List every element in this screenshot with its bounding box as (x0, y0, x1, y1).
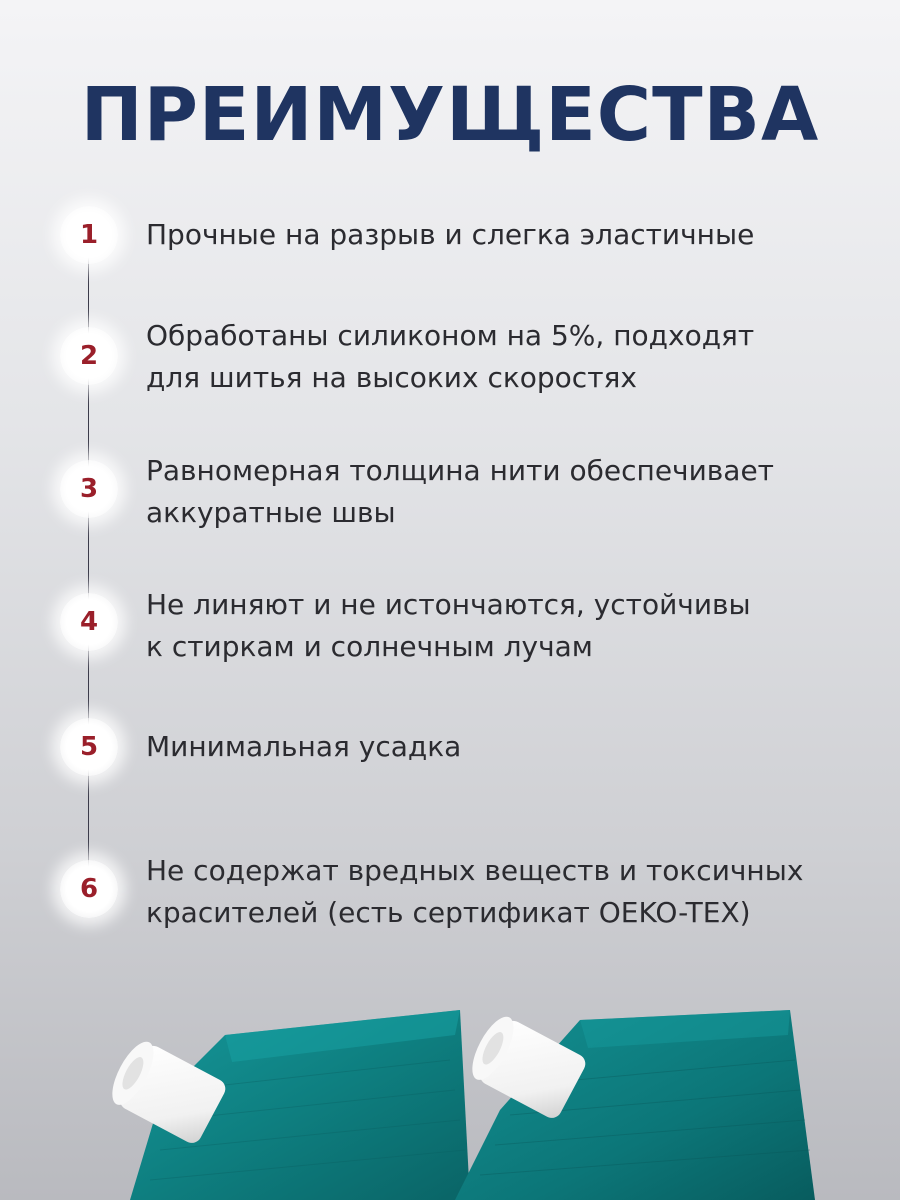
advantage-text-line: Равномерная толщина нити обеспечивает (146, 454, 774, 487)
left-spool (104, 1010, 470, 1200)
advantage-text-line: красителей (есть сертификат OEKO-TEX) (146, 896, 751, 929)
advantage-text (146, 214, 866, 256)
number-badge: 4 (60, 593, 118, 651)
advantage-text (146, 450, 866, 534)
right-spool (455, 1010, 815, 1200)
advantage-text (146, 584, 866, 668)
advantage-text-line: Прочные на разрыв и слегка эластичные (146, 218, 755, 251)
number-badge: 6 (60, 860, 118, 918)
page-title: ПРЕИМУЩЕСТВА (80, 72, 820, 158)
advantage-text-line: аккуратные швы (146, 496, 396, 529)
advantage-text-line: Обработаны силиконом на 5%, подходят (146, 319, 755, 352)
advantage-text-line: Не содержат вредных веществ и токсичных (146, 854, 804, 887)
thread-spools-image (0, 990, 900, 1200)
advantage-text-line: к стиркам и солнечным лучам (146, 630, 593, 663)
advantage-text (146, 315, 866, 399)
advantage-text-line: Минимальная усадка (146, 730, 462, 763)
advantage-text (146, 726, 866, 768)
number-badge: 1 (60, 206, 118, 264)
advantage-text-line: Не линяют и не истончаются, устойчивы (146, 588, 751, 621)
number-badge: 3 (60, 460, 118, 518)
advantage-text-line: для шитья на высоких скоростях (146, 361, 637, 394)
number-badge: 5 (60, 718, 118, 776)
advantage-text (146, 850, 866, 934)
number-badge: 2 (60, 327, 118, 385)
